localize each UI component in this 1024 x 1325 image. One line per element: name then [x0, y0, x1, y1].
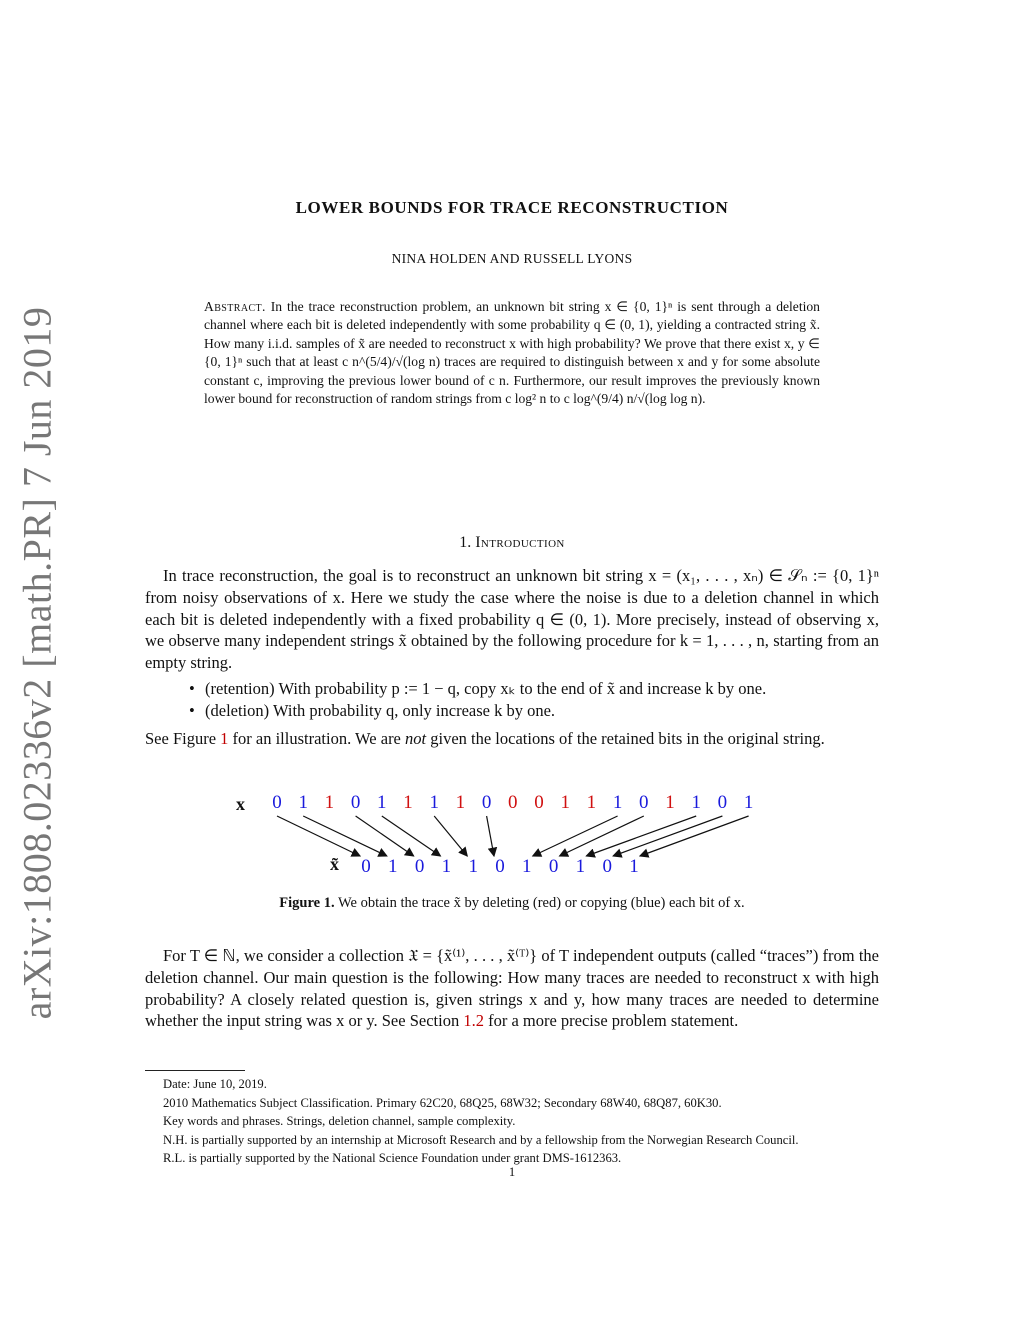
- x-bit: 1: [298, 792, 308, 813]
- retention-arrow: [356, 816, 414, 856]
- x-bit: 1: [612, 792, 623, 813]
- trace-bit: 1: [629, 856, 639, 877]
- intro-paragraph-1: In trace reconstruction, the goal is to reconstruct an unknown bit string x = (x₁, . . . , xₙ) ∈ 𝒮ₙ := {0, 1}ⁿ from noisy observations of x. Here we study the case where the noise is due to a deletion channel in which each bit is deleted independently with a fixed probability q ∈ (0, 1). More precisely, instead of observing x, we observe many independent strings x̃ obtained by the following procedure for k = 1, . . . , n, starting from an empty string.: [145, 566, 879, 673]
- x-bit: 1: [429, 792, 439, 813]
- list-item: [145, 678, 885, 700]
- page-number: 1: [508, 1165, 516, 1179]
- list-item: [145, 700, 885, 722]
- x-bit: 0: [639, 792, 649, 813]
- trace-bit: 1: [441, 856, 452, 877]
- bullet-icon: •: [189, 701, 195, 720]
- abstract-text: In the trace reconstruction problem, an unknown bit string x ∈ {0, 1}ⁿ is sent through a deletion channel where each bit is deleted independently with some probability q ∈ (0, 1), yielding a contracted string x̃. How many i.i.d. samples of x̃ are needed to reconstruct x with high probability? We prove that there exist x, y ∈ {0, 1}ⁿ such that at least c n^(5/4)/√(log n) traces are required to distinguish between x and y for some absolute constant c, improving the previous lower bound of c n. Furthermore, our result improves the previously known lower bound for reconstruction of random strings from c log² n to c log^(9/4) n/√(log log n).: [204, 299, 820, 407]
- retention-arrow: [382, 816, 441, 856]
- trace-bit: 0: [495, 856, 505, 877]
- figure-ref-link[interactable]: 1: [220, 729, 229, 748]
- footnote-support-nh: N.H. is partially supported by an internship at Microsoft Research and by a fellowship from the Norwegian Research Council.: [163, 1132, 799, 1147]
- caption-text: We obtain the trace x̃ by deleting (red) or copying (blue) each bit of x.: [337, 895, 745, 911]
- retention-arrow: [640, 816, 749, 856]
- trace-bit: 0: [548, 856, 559, 877]
- x-bit: 0: [350, 792, 361, 813]
- x-label: x: [236, 794, 245, 814]
- bullet-text: (retention) With probability p := 1 − q, copy xₖ to the end of x̃ and increase k by one.: [205, 679, 767, 698]
- paper-authors: NINA HOLDEN AND RUSSELL LYONS: [391, 251, 633, 266]
- x-tilde-label: x̃: [330, 854, 339, 874]
- section-number: 1.: [459, 534, 472, 551]
- section-heading: [0, 534, 1024, 552]
- trace-bit: 1: [468, 856, 478, 877]
- trace-bit: 1: [575, 856, 586, 877]
- paper-title: LOWER BOUNDS FOR TRACE RECONSTRUCTION: [295, 198, 729, 217]
- x-bit: 0: [481, 792, 492, 813]
- figure-1: [0, 780, 1024, 890]
- figure-caption: [0, 895, 1024, 912]
- paragraph-text: for an illustration. We are: [228, 729, 406, 748]
- x-bit: 1: [743, 792, 754, 813]
- bullet-text: (deletion) With probability q, only increase k by one.: [205, 701, 556, 720]
- retention-arrow: [277, 816, 360, 856]
- retention-arrow: [434, 816, 467, 856]
- retention-arrow: [303, 816, 387, 856]
- procedure-list: [145, 678, 885, 722]
- emphasis-text: not: [405, 729, 427, 748]
- retention-arrow: [487, 816, 494, 856]
- footnotes: [145, 1075, 881, 1168]
- x-bit: 1: [324, 792, 335, 813]
- trace-bit: 1: [388, 856, 398, 877]
- bullet-icon: •: [189, 679, 195, 698]
- x-bit: 1: [665, 792, 675, 813]
- x-bit: 1: [560, 792, 570, 813]
- footnote-msc: 2010 Mathematics Subject Classification. Primary 62C20, 68Q25, 68W32; Secondary 68W40, 68Q87, 60K30.: [163, 1095, 722, 1110]
- section-ref-link[interactable]: 1.2: [463, 1011, 484, 1031]
- x-bit: 1: [455, 792, 466, 813]
- x-bit: 1: [377, 792, 387, 813]
- footnote-divider: [145, 1070, 245, 1071]
- retention-arrow: [613, 816, 722, 856]
- paragraph-text: for a more precise problem statement.: [483, 1011, 739, 1031]
- intro-paragraph-3: [145, 945, 879, 1032]
- x-bit: 1: [403, 792, 413, 813]
- x-bit: 0: [508, 792, 518, 813]
- abstract-label: Abstract.: [204, 299, 266, 314]
- paragraph-text: given the locations of the retained bits in the original string.: [426, 729, 825, 748]
- trace-bit: 1: [522, 856, 532, 877]
- section-title: Introduction: [475, 534, 565, 551]
- caption-label: Figure 1.: [279, 895, 335, 911]
- trace-bit: 0: [361, 856, 371, 877]
- trace-bit: 0: [414, 856, 425, 877]
- x-bit: 0: [534, 792, 544, 813]
- intro-paragraph-2: [145, 728, 879, 750]
- footnote-support-rl: R.L. is partially supported by the National Science Foundation under grant DMS-1612363.: [163, 1151, 622, 1166]
- arrows-svg: [0, 780, 1024, 890]
- x-bit: 0: [717, 792, 728, 813]
- paragraph-text: See Figure: [145, 729, 221, 748]
- x-bit: 0: [272, 792, 282, 813]
- retention-arrow: [533, 816, 618, 856]
- footnote-keywords: Key words and phrases. Strings, deletion channel, sample complexity.: [163, 1114, 516, 1129]
- footnote-date: Date: June 10, 2019.: [163, 1077, 267, 1091]
- arxiv-stamp: arXiv:1808.02336v2 [math.PR] 7 Jun 2019: [14, 306, 60, 1020]
- x-bit: 1: [691, 792, 701, 813]
- x-bit: 1: [586, 792, 597, 813]
- paragraph-text: For T ∈ ℕ, we consider a collection 𝔛 = {x̃⁽¹⁾, . . . , x̃⁽ᵀ⁾} of T independent outputs (called “traces”) from the deletion channel. Our main question is the following: How many traces are needed to reconstruct x with high probability? A closely related question is, given strings x and y, how many traces are needed to determine whether the input string was x or y. See Section: [145, 946, 879, 1031]
- trace-bit: 0: [602, 856, 612, 877]
- abstract: [204, 298, 820, 408]
